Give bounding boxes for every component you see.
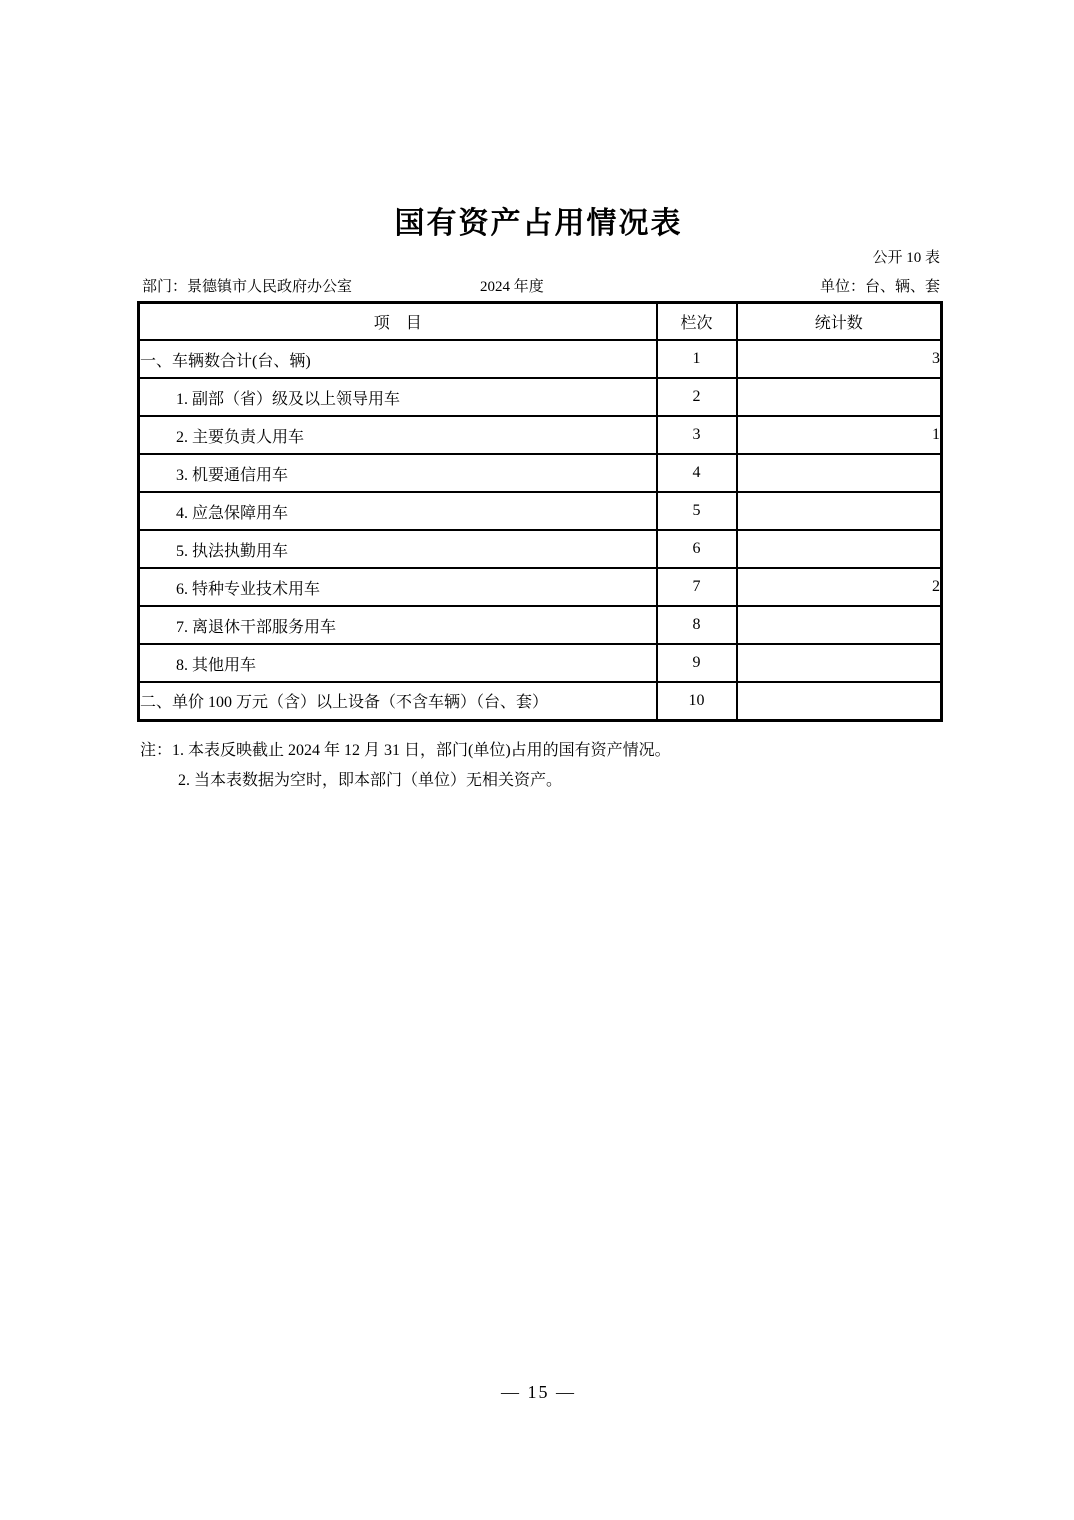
column-cell: 7	[657, 568, 737, 606]
value-cell	[737, 454, 942, 492]
table-row	[139, 416, 942, 454]
item-cell: 1. 副部（省）级及以上领导用车	[139, 378, 657, 416]
value-cell	[737, 606, 942, 644]
column-cell: 3	[657, 416, 737, 454]
header-column: 栏次	[657, 303, 737, 341]
value-cell	[737, 378, 942, 416]
value-cell: 3	[737, 340, 942, 378]
table-row	[139, 378, 942, 416]
header-stat: 统计数	[737, 303, 942, 341]
table-row	[139, 340, 942, 378]
item-cell: 4. 应急保障用车	[139, 492, 657, 530]
column-cell: 2	[657, 378, 737, 416]
item-cell: 二、单价 100 万元（含）以上设备（不含车辆）（台、套）	[139, 682, 657, 720]
table-notes	[140, 736, 671, 796]
value-cell: 2	[737, 568, 942, 606]
item-cell: 2. 主要负责人用车	[139, 416, 657, 454]
value-cell	[737, 644, 942, 682]
column-cell: 4	[657, 454, 737, 492]
column-cell: 10	[657, 682, 737, 720]
header-item: 项 目	[139, 303, 657, 341]
page-number: — 15 —	[501, 1382, 576, 1402]
value-cell: 1	[737, 416, 942, 454]
item-cell: 一、车辆数合计(台、辆)	[139, 340, 657, 378]
table-row	[139, 644, 942, 682]
column-cell: 8	[657, 606, 737, 644]
unit-label: 单位：台、辆、套	[819, 279, 940, 295]
table-row	[139, 492, 942, 530]
table-row	[139, 682, 942, 720]
department-label: 部门：景德镇市人民政府办公室	[142, 279, 353, 295]
item-cell: 7. 离退休干部服务用车	[139, 606, 657, 644]
table-row	[139, 606, 942, 644]
table-number-label: 公开 10 表	[872, 250, 940, 266]
fiscal-year-label: 2024 年度	[480, 279, 544, 295]
item-cell: 5. 执法执勤用车	[139, 530, 657, 568]
item-cell: 8. 其他用车	[139, 644, 657, 682]
state-asset-table	[137, 301, 943, 722]
table-header-row	[139, 303, 942, 341]
table-row	[139, 454, 942, 492]
column-cell: 5	[657, 492, 737, 530]
value-cell	[737, 530, 942, 568]
note-line-2: 2. 当本表数据为空时，即本部门（单位）无相关资产。	[178, 772, 563, 789]
page-title: 国有资产占用情况表	[394, 207, 683, 240]
note-line-1: 注：1. 本表反映截止 2024 年 12 月 31 日，部门(单位)占用的国有资产情况。	[140, 742, 671, 759]
value-cell	[737, 492, 942, 530]
item-cell: 3. 机要通信用车	[139, 454, 657, 492]
value-cell	[737, 682, 942, 720]
column-cell: 9	[657, 644, 737, 682]
column-cell: 6	[657, 530, 737, 568]
item-cell: 6. 特种专业技术用车	[139, 568, 657, 606]
table-row	[139, 530, 942, 568]
column-cell: 1	[657, 340, 737, 378]
table-meta-line	[137, 275, 940, 295]
document-page	[137, 0, 940, 1520]
table-row	[139, 568, 942, 606]
